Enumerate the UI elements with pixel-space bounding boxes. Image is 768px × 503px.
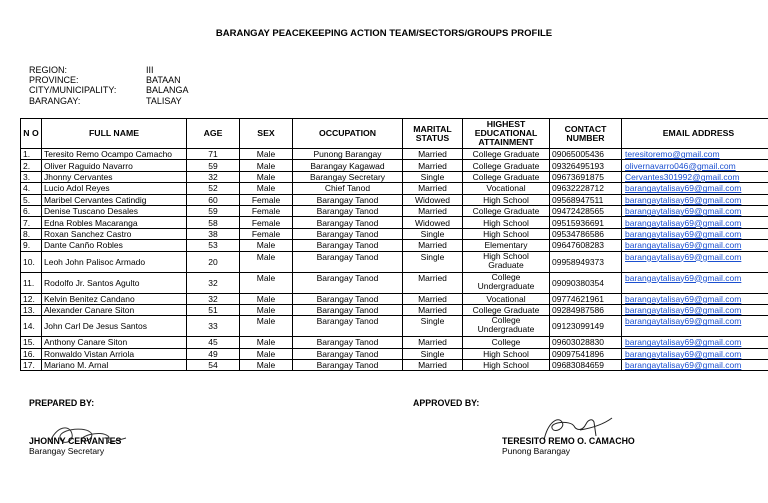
info-value: III: [146, 65, 154, 75]
cell-email[interactable]: barangaytalisay69@gmail.com: [622, 337, 768, 348]
cell-full-name: Roxan Sanchez Castro: [42, 228, 187, 239]
cell-email[interactable]: Cervantes301992@gmail.com: [622, 171, 768, 182]
cell-no: 5.: [21, 194, 42, 205]
cell-occupation: Barangay Tanod: [293, 194, 403, 205]
cell-full-name: Teresito Remo Ocampo Camacho: [42, 149, 187, 160]
cell-email[interactable]: barangaytalisay69@gmail.com: [622, 217, 768, 228]
cell-occupation: Barangay Tanod: [293, 217, 403, 228]
cell-age: 59: [187, 205, 240, 216]
cell-contact: 09065005436: [550, 149, 622, 160]
cell-marital-status: Married: [403, 205, 463, 216]
cell-full-name: Alexander Canare Siton: [42, 304, 187, 315]
cell-education: High School: [463, 228, 550, 239]
cell-full-name: Anthony Canare Siton: [42, 337, 187, 348]
cell-full-name: Lucio Adol Reyes: [42, 183, 187, 194]
cell-contact: 09568947511: [550, 194, 622, 205]
table-row: [21, 194, 768, 205]
cell-marital-status: Married: [403, 183, 463, 194]
cell-email[interactable]: barangaytalisay69@gmail.com: [622, 316, 768, 337]
cell-contact: 09534786586: [550, 228, 622, 239]
cell-sex: Male: [240, 171, 293, 182]
cell-age: 32: [187, 293, 240, 304]
info-label: BARANGAY:: [29, 95, 81, 106]
cell-education: High School: [463, 348, 550, 359]
cell-marital-status: Single: [403, 316, 463, 337]
cell-sex: Male: [240, 348, 293, 359]
cell-no: 9.: [21, 240, 42, 251]
cell-occupation: Barangay Tanod: [293, 316, 403, 337]
approved-by-label: APPROVED BY:: [413, 398, 480, 408]
cell-full-name: Oliver Raguido Navarro: [42, 160, 187, 171]
cell-age: 51: [187, 304, 240, 315]
cell-marital-status: Single: [403, 348, 463, 359]
cell-sex: Female: [240, 205, 293, 216]
cell-full-name: Mariano M. Arnal: [42, 360, 187, 371]
cell-occupation: Barangay Tanod: [293, 228, 403, 239]
header-education: HIGHEST EDUCATIONAL ATTAINMENT: [463, 119, 550, 149]
cell-sex: Male: [240, 149, 293, 160]
table-row: [21, 272, 768, 293]
cell-education: High School: [463, 194, 550, 205]
prepared-by-label: PREPARED BY:: [29, 398, 95, 408]
cell-occupation: Chief Tanod: [293, 183, 403, 194]
cell-marital-status: Widowed: [403, 194, 463, 205]
cell-contact: 09958949373: [550, 251, 622, 272]
cell-age: 71: [187, 149, 240, 160]
cell-education: College Graduate: [463, 205, 550, 216]
cell-age: 33: [187, 316, 240, 337]
cell-no: 4.: [21, 183, 42, 194]
cell-no: 13.: [21, 304, 42, 315]
header-email: EMAIL ADDRESS: [622, 119, 768, 149]
cell-age: 54: [187, 360, 240, 371]
cell-email[interactable]: barangaytalisay69@gmail.com: [622, 348, 768, 359]
cell-education: College Undergraduate: [463, 316, 550, 337]
cell-sex: Male: [240, 251, 293, 272]
header-contact: CONTACT NUMBER: [550, 119, 622, 149]
table-row: [21, 149, 768, 160]
cell-email[interactable]: barangaytalisay69@gmail.com: [622, 293, 768, 304]
header-marital-status: MARITAL STATUS: [403, 119, 463, 149]
cell-age: 59: [187, 160, 240, 171]
cell-marital-status: Married: [403, 304, 463, 315]
cell-contact: 09123099149: [550, 316, 622, 337]
cell-full-name: Kelvin Benitez Candano: [42, 293, 187, 304]
cell-no: 12.: [21, 293, 42, 304]
table-row: [21, 293, 768, 304]
table-row: [21, 304, 768, 315]
table-row: [21, 160, 768, 171]
cell-age: 60: [187, 194, 240, 205]
cell-full-name: Dante Canño Robles: [42, 240, 187, 251]
table-row: [21, 228, 768, 239]
cell-occupation: Barangay Tanod: [293, 240, 403, 251]
cell-sex: Male: [240, 304, 293, 315]
info-row-barangay: [29, 96, 189, 106]
cell-no: 11.: [21, 272, 42, 293]
profile-table: [20, 118, 768, 371]
header-sex: SEX: [240, 119, 293, 149]
cell-occupation: Barangay Secretary: [293, 171, 403, 182]
cell-contact: 09090380354: [550, 272, 622, 293]
cell-contact: 09097541896: [550, 348, 622, 359]
document-title: BARANGAY PEACEKEEPING ACTION TEAM/SECTORS/GROUPS PROFILE: [215, 28, 553, 39]
cell-email[interactable]: barangaytalisay69@gmail.com: [622, 194, 768, 205]
cell-email[interactable]: barangaytalisay69@gmail.com: [622, 228, 768, 239]
info-label: CITY/MUNICIPALITY:: [29, 85, 117, 96]
cell-no: 10.: [21, 251, 42, 272]
cell-age: 53: [187, 240, 240, 251]
cell-marital-status: Single: [403, 251, 463, 272]
cell-full-name: Jhonny Cervantes: [42, 171, 187, 182]
cell-education: High School: [463, 360, 550, 371]
info-label: REGION:: [29, 65, 68, 75]
cell-contact: 09603028830: [550, 337, 622, 348]
cell-contact: 09515936691: [550, 217, 622, 228]
cell-no: 6.: [21, 205, 42, 216]
cell-email[interactable]: olivernavarro046@gmail.com: [622, 160, 768, 171]
cell-education: College: [463, 337, 550, 348]
approved-by-name: TERESITO REMO O. CAMACHO: [502, 436, 635, 446]
table-row: [21, 217, 768, 228]
cell-education: High School: [463, 217, 550, 228]
cell-education: Elementary: [463, 240, 550, 251]
cell-full-name: Edna Robles Macaranga: [42, 217, 187, 228]
cell-marital-status: Married: [403, 149, 463, 160]
cell-no: 7.: [21, 217, 42, 228]
cell-age: 45: [187, 337, 240, 348]
cell-sex: Male: [240, 316, 293, 337]
cell-education: College Graduate: [463, 149, 550, 160]
cell-no: 14.: [21, 316, 42, 337]
cell-full-name: Rodolfo Jr. Santos Agulto: [42, 272, 187, 293]
cell-full-name: John Carl De Jesus Santos: [42, 316, 187, 337]
cell-age: 49: [187, 348, 240, 359]
cell-occupation: Barangay Tanod: [293, 337, 403, 348]
cell-no: 16.: [21, 348, 42, 359]
cell-email[interactable]: barangaytalisay69@gmail.com: [622, 183, 768, 194]
info-row-region: [29, 65, 189, 75]
cell-contact: 09326495193: [550, 160, 622, 171]
cell-education: Vocational: [463, 183, 550, 194]
cell-sex: Male: [240, 337, 293, 348]
cell-age: 20: [187, 251, 240, 272]
table-header-row: [21, 119, 768, 149]
cell-education: High School Graduate: [463, 251, 550, 272]
cell-contact: 09673691875: [550, 171, 622, 182]
info-value: BATAAN: [146, 75, 181, 86]
cell-education: College Undergraduate: [463, 272, 550, 293]
cell-contact: 09774621961: [550, 293, 622, 304]
cell-age: 32: [187, 272, 240, 293]
cell-sex: Male: [240, 160, 293, 171]
cell-no: 1.: [21, 149, 42, 160]
prepared-by-name: JHONNY CERVANTES: [29, 436, 122, 446]
table-row: [21, 360, 768, 371]
cell-email[interactable]: barangaytalisay69@gmail.com: [622, 251, 768, 272]
header-full-name: FULL NAME: [42, 119, 187, 149]
cell-education: Vocational: [463, 293, 550, 304]
cell-marital-status: Married: [403, 337, 463, 348]
table-row: [21, 171, 768, 182]
cell-marital-status: Married: [403, 360, 463, 371]
cell-full-name: Leoh John Palisoc Armado: [42, 251, 187, 272]
cell-sex: Male: [240, 360, 293, 371]
cell-marital-status: Widowed: [403, 217, 463, 228]
cell-email[interactable]: barangaytalisay69@gmail.com: [622, 240, 768, 251]
info-label: PROVINCE:: [29, 75, 79, 86]
cell-occupation: Punong Barangay: [293, 149, 403, 160]
table-row: [21, 240, 768, 251]
cell-marital-status: Married: [403, 293, 463, 304]
cell-occupation: Barangay Tanod: [293, 272, 403, 293]
header-no: N O: [21, 119, 42, 149]
cell-age: 38: [187, 228, 240, 239]
cell-contact: 09632228712: [550, 183, 622, 194]
info-value: TALISAY: [146, 95, 182, 106]
cell-no: 3.: [21, 171, 42, 182]
cell-sex: Male: [240, 293, 293, 304]
info-row-city: [29, 85, 189, 95]
cell-education: College Graduate: [463, 171, 550, 182]
cell-occupation: Barangay Tanod: [293, 360, 403, 371]
cell-occupation: Barangay Tanod: [293, 304, 403, 315]
table-row: [21, 337, 768, 348]
cell-contact: 09647608283: [550, 240, 622, 251]
cell-age: 52: [187, 183, 240, 194]
cell-occupation: Barangay Tanod: [293, 348, 403, 359]
cell-sex: Male: [240, 272, 293, 293]
cell-sex: Male: [240, 240, 293, 251]
cell-occupation: Barangay Tanod: [293, 205, 403, 216]
cell-email[interactable]: barangaytalisay69@gmail.com: [622, 360, 768, 371]
cell-email[interactable]: barangaytalisay69@gmail.com: [622, 205, 768, 216]
cell-marital-status: Married: [403, 240, 463, 251]
cell-full-name: Ronwaldo Vistan Arriola: [42, 348, 187, 359]
cell-no: 2.: [21, 160, 42, 171]
cell-occupation: Barangay Tanod: [293, 251, 403, 272]
cell-full-name: Denise Tuscano Desales: [42, 205, 187, 216]
cell-contact: 09284987586: [550, 304, 622, 315]
info-value: BALANGA: [146, 85, 189, 96]
cell-marital-status: Single: [403, 228, 463, 239]
cell-occupation: Barangay Tanod: [293, 293, 403, 304]
cell-sex: Female: [240, 228, 293, 239]
info-row-province: [29, 75, 189, 85]
prepared-by-role: Barangay Secretary: [29, 446, 105, 456]
cell-sex: Female: [240, 217, 293, 228]
header-age: AGE: [187, 119, 240, 149]
cell-education: College Graduate: [463, 304, 550, 315]
cell-sex: Male: [240, 183, 293, 194]
cell-full-name: Maribel Cervantes Catindig: [42, 194, 187, 205]
cell-education: College Graduate: [463, 160, 550, 171]
cell-no: 15.: [21, 337, 42, 348]
cell-contact: 09472428565: [550, 205, 622, 216]
table-row: [21, 205, 768, 216]
cell-marital-status: Single: [403, 171, 463, 182]
cell-marital-status: Married: [403, 160, 463, 171]
cell-age: 32: [187, 171, 240, 182]
cell-no: 8.: [21, 228, 42, 239]
header-occupation: OCCUPATION: [293, 119, 403, 149]
cell-email[interactable]: teresitoremo@gmail.com: [622, 149, 768, 160]
table-row: [21, 348, 768, 359]
table-row: [21, 251, 768, 272]
cell-age: 58: [187, 217, 240, 228]
cell-contact: 09683084659: [550, 360, 622, 371]
table-row: [21, 316, 768, 337]
cell-sex: Female: [240, 194, 293, 205]
cell-marital-status: Married: [403, 272, 463, 293]
cell-email[interactable]: barangaytalisay69@gmail.com: [622, 272, 768, 293]
location-info: [29, 65, 189, 106]
table-row: [21, 183, 768, 194]
cell-email[interactable]: barangaytalisay69@gmail.com: [622, 304, 768, 315]
approved-by-role: Punong Barangay: [502, 446, 571, 456]
cell-no: 17.: [21, 360, 42, 371]
cell-occupation: Barangay Kagawad: [293, 160, 403, 171]
